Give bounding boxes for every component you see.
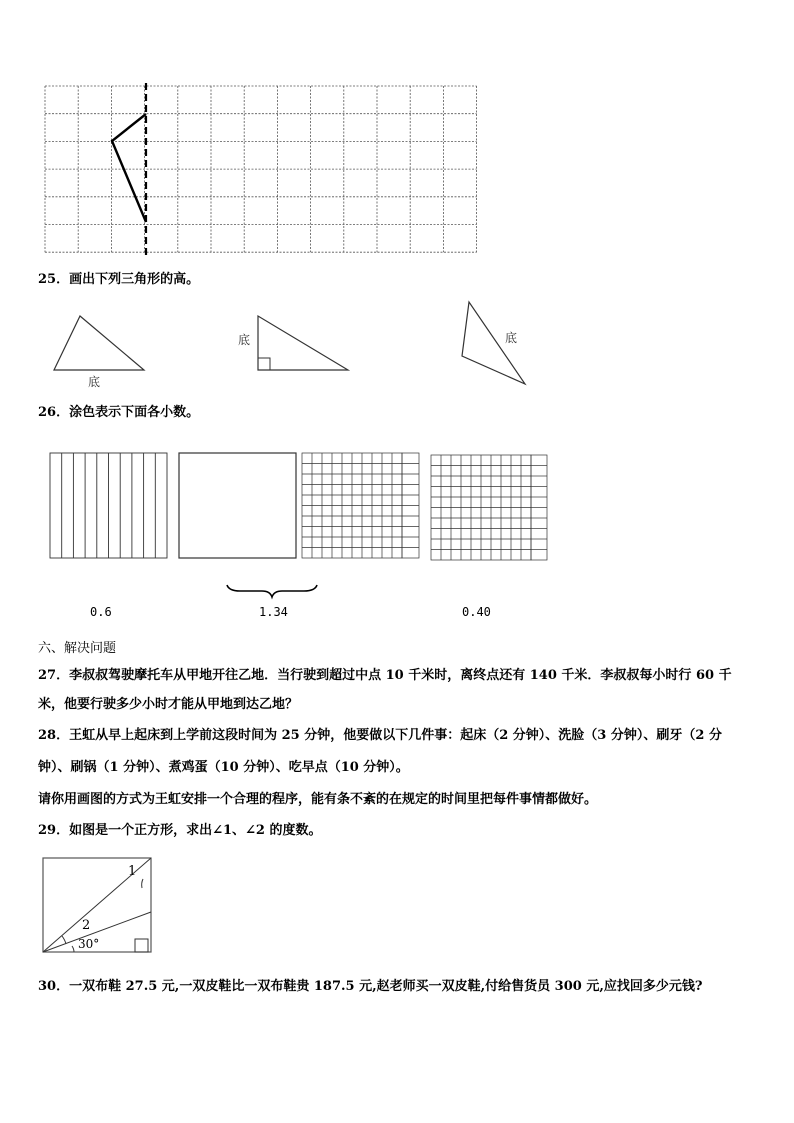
tri3-label: 底 [505,331,518,345]
q30-text: 30．一双布鞋 27.5 元,一双皮鞋比一双布鞋贵 187.5 元,赵老师买一双皮鞋,付给售货员 300 元,应找回多少元钱? [38,979,703,994]
q28-line1: 28．王虹从早上起床到上学前这段时间为 25 分钟，他要做以下几件事：起床（2 分钟）、洗脸（3 分钟）、刷牙（2 分 [38,728,722,743]
angle-30-label: 30° [78,937,100,951]
q26-title: 26．涂色表示下面各小数。 [38,405,200,420]
right-angle-mark [135,939,148,952]
section-six-title: 六、解决问题 [38,641,117,656]
q29-title: 29．如图是一个正方形，求出∠1、∠2 的度数。 [38,823,322,838]
tri1-label: 底 [88,375,101,389]
q27-line1: 27．李叔叔驾驶摩托车从甲地开往乙地．当行驶到超过中点 10 千米时，离终点还有 140 千米．李叔叔每小时行 60 千 [38,668,732,683]
angle-1-label: 1 [128,864,137,879]
q28-line2: 钟）、刷锅（1 分钟）、煮鸡蛋（10 分钟）、吃早点（10 分钟）。 [38,760,409,775]
value-1-34: 1.34 [259,605,288,619]
q25-title: 25．画出下列三角形的高。 [38,272,200,287]
value-0-40: 0.40 [462,605,491,619]
tri2-label: 底 [238,333,251,347]
value-0-6: 0.6 [90,605,112,619]
angle-2-label: 2 [82,918,91,933]
q28-line3: 请你用画图的方式为王虹安排一个合理的程序，能有条不紊的在规定的时间里把每件事情都做好。 [38,792,598,807]
q27-line2: 米，他要行驶多少小时才能从甲地到达乙地？ [38,697,299,712]
